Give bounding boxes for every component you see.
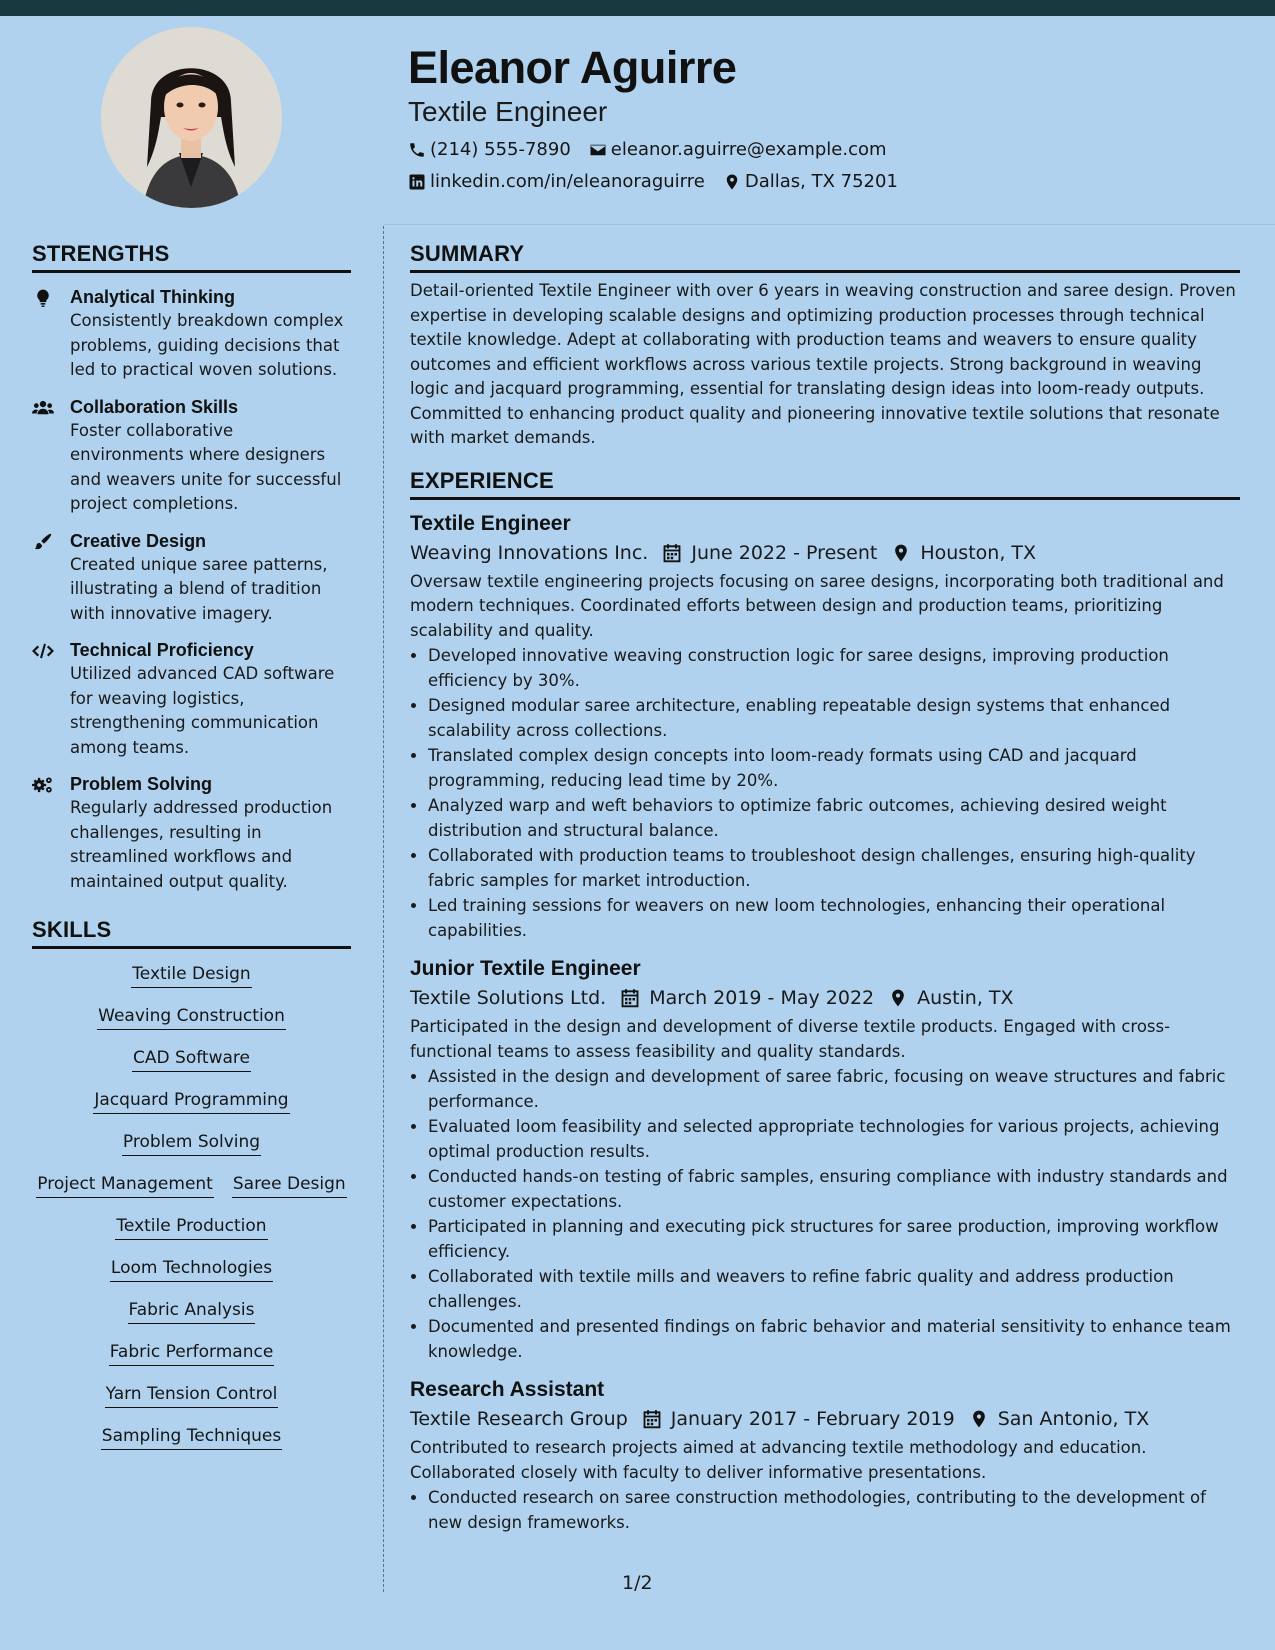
calendar-icon	[662, 543, 682, 563]
strength-item	[32, 395, 351, 517]
job-company: Textile Research Group	[410, 1408, 628, 1430]
strength-desc: Consistently breakdown complex problems, guiding decisions that led to practical woven solutions.	[70, 311, 344, 379]
skill-tag: Weaving Construction	[97, 1003, 286, 1030]
strength-desc: Created unique saree patterns, illustrating a blend of tradition with innovative imagery.	[70, 554, 328, 623]
header-divider	[384, 224, 1275, 225]
strength-item	[32, 772, 351, 894]
skill-tag: Textile Production	[115, 1213, 267, 1240]
map-pin-icon	[891, 543, 911, 563]
strength-desc: Utilized advanced CAD software for weaving logistics, strengthening communication among teams.	[70, 664, 335, 757]
experience-heading: EXPERIENCE	[410, 467, 1240, 500]
strength-title: Creative Design	[70, 530, 207, 551]
email-address[interactable]: eleanor.aguirre@example.com	[610, 139, 887, 160]
job-entry	[410, 955, 1240, 1364]
contact-row-2	[408, 166, 1248, 198]
job-bullet: • Designed modular saree architecture, enabling repeatable design systems that enhanced scalability across collections.	[428, 694, 1240, 743]
location-contact	[723, 166, 898, 198]
job-dates: March 2019 - May 2022	[649, 987, 875, 1009]
strength-title: Problem Solving	[70, 774, 213, 794]
lightbulb-icon	[32, 288, 54, 308]
job-meta	[410, 983, 1240, 1013]
linkedin-url[interactable]: linkedin.com/in/eleanoraguirre	[430, 171, 705, 192]
skills-section	[32, 916, 351, 1450]
skill-tag: Jacquard Programming	[93, 1087, 289, 1114]
linkedin-contact[interactable]	[408, 166, 705, 198]
strength-title: Technical Proficiency	[70, 640, 254, 660]
users-icon	[32, 398, 54, 418]
job-bullets	[410, 1486, 1240, 1535]
summary-heading: SUMMARY	[410, 240, 1240, 273]
map-pin-icon	[969, 1409, 989, 1429]
job-meta	[410, 538, 1240, 568]
job-bullet: • Documented and presented findings on fabric behavior and material sensitivity to enhance team knowledge.	[428, 1315, 1240, 1364]
strength-desc: Regularly addressed production challenges, resulting in streamlined workflows and maintained output quality.	[70, 798, 333, 891]
right-column	[410, 240, 1240, 1535]
job-dates: June 2022 - Present	[691, 541, 878, 564]
job-dates: January 2017 - February 2019	[670, 1408, 955, 1430]
job-bullet: • Analyzed warp and weft behaviors to optimize fabric outcomes, achieving desired weight distribution and structural balance.	[428, 794, 1240, 843]
job-bullet: • Developed innovative weaving construction logic for saree designs, improving production efficiency by 30%.	[428, 644, 1240, 693]
left-column	[32, 240, 351, 1465]
experience-section	[410, 467, 1240, 1536]
job-entry	[410, 1376, 1240, 1535]
job-location: Houston, TX	[920, 541, 1037, 564]
job-bullet: • Participated in planning and executing pick structures for saree production, improving workflow efficiency.	[428, 1215, 1240, 1264]
skill-tag: Textile Design	[131, 961, 251, 988]
strength-desc: Foster collaborative environments where designers and weavers unite for successful project completions.	[70, 420, 342, 513]
column-divider	[383, 226, 384, 1592]
strength-title: Analytical Thinking	[70, 287, 236, 307]
skill-tag: Sampling Techniques	[101, 1423, 282, 1450]
envelope-icon	[589, 141, 607, 159]
strength-item	[32, 529, 351, 627]
phone-icon	[408, 141, 426, 159]
linkedin-icon	[408, 173, 426, 191]
job-bullet: • Conducted hands-on testing of fabric samples, ensuring compliance with industry standards and customer expectations.	[428, 1165, 1240, 1214]
job-entry	[410, 510, 1240, 944]
strengths-heading: STRENGTHS	[32, 240, 351, 273]
job-bullets	[410, 1065, 1240, 1364]
skill-tag: Saree Design	[232, 1171, 347, 1198]
job-meta	[410, 1404, 1240, 1434]
phone-number: (214) 555-7890	[430, 139, 571, 160]
resume-header	[408, 40, 1248, 198]
candidate-name: Eleanor Aguirre	[408, 42, 737, 93]
email-contact[interactable]	[589, 134, 887, 166]
map-pin-icon	[723, 173, 741, 191]
job-title: Junior Textile Engineer	[410, 957, 641, 980]
job-bullet: • Evaluated loom feasibility and selected appropriate technologies for various projects, achieving optimal production results.	[428, 1115, 1240, 1164]
code-icon	[32, 641, 54, 661]
job-description: Contributed to research projects aimed at advancing textile methodology and education. Collaborated closely with faculty to deliver informative presentations.	[410, 1438, 1147, 1482]
job-bullet: • Collaborated with textile mills and weavers to refine fabric quality and address production challenges.	[428, 1265, 1240, 1314]
calendar-icon	[620, 988, 640, 1008]
skill-tag: Project Management	[36, 1171, 214, 1198]
skill-tag: Fabric Performance	[109, 1339, 275, 1366]
skill-tag: Problem Solving	[122, 1129, 261, 1156]
strength-item	[32, 285, 351, 383]
skills-heading: SKILLS	[32, 916, 351, 949]
phone-contact	[408, 134, 571, 166]
job-location: San Antonio, TX	[997, 1408, 1150, 1430]
skill-tag: Loom Technologies	[110, 1255, 273, 1282]
skill-tag: Fabric Analysis	[128, 1297, 256, 1324]
job-company: Weaving Innovations Inc.	[410, 541, 649, 564]
calendar-icon	[642, 1409, 662, 1429]
job-location: Austin, TX	[917, 987, 1014, 1009]
gears-icon	[32, 775, 54, 795]
strength-item	[32, 638, 351, 760]
summary-text: Detail-oriented Textile Engineer with over 6 years in weaving construction and saree design. Proven expertise in developing scalable designs and optimizing production processes through technical textile knowledge. Adept at collaborating with production teams and weavers to ensure quality outcomes and efficient workflows across various textile projects. Strong background in weaving logic and jacquard programming, essential for translating design ideas into loom-ready outputs. Committed to enhancing product quality and pioneering innovative textile solutions that resonate with market demands.	[410, 281, 1236, 447]
location-text: Dallas, TX 75201	[744, 171, 898, 192]
page-number: 1/2	[622, 1572, 653, 1594]
job-title: Textile Engineer	[410, 511, 571, 535]
job-bullets	[410, 644, 1240, 943]
strength-title: Collaboration Skills	[70, 396, 239, 417]
map-pin-icon	[888, 988, 908, 1008]
job-company: Textile Solutions Ltd.	[410, 987, 607, 1009]
paintbrush-icon	[32, 532, 54, 552]
job-title: Research Assistant	[410, 1378, 605, 1401]
job-description: Oversaw textile engineering projects focusing on saree designs, incorporating both traditional and modern techniques. Coordinated efforts between design and production teams, prioritizing scalability and quality.	[410, 571, 1224, 640]
profile-photo	[101, 27, 282, 208]
job-bullet: • Conducted research on saree construction methodologies, contributing to the development of new design frameworks.	[428, 1486, 1240, 1535]
contact-row-1	[408, 134, 1248, 166]
candidate-title: Textile Engineer	[408, 96, 608, 127]
job-bullet: • Led training sessions for weavers on new loom technologies, enhancing their operational capabilities.	[428, 894, 1240, 943]
skill-tag: CAD Software	[132, 1045, 251, 1072]
job-bullet: • Translated complex design concepts into loom-ready formats using CAD and jacquard programming, reducing lead time by 20%.	[428, 744, 1240, 793]
job-description: Participated in the design and development of diverse textile products. Engaged with cross-functional teams to assess feasibility and quality standards.	[410, 1017, 1171, 1061]
job-bullet: • Assisted in the design and development of saree fabric, focusing on weave structures and fabric performance.	[428, 1065, 1240, 1114]
top-color-bar	[0, 0, 1275, 16]
job-bullet: • Collaborated with production teams to troubleshoot design challenges, ensuring high-quality fabric samples for market introduction.	[428, 844, 1240, 893]
skill-tag: Yarn Tension Control	[105, 1381, 279, 1408]
skill-list	[32, 961, 351, 1450]
